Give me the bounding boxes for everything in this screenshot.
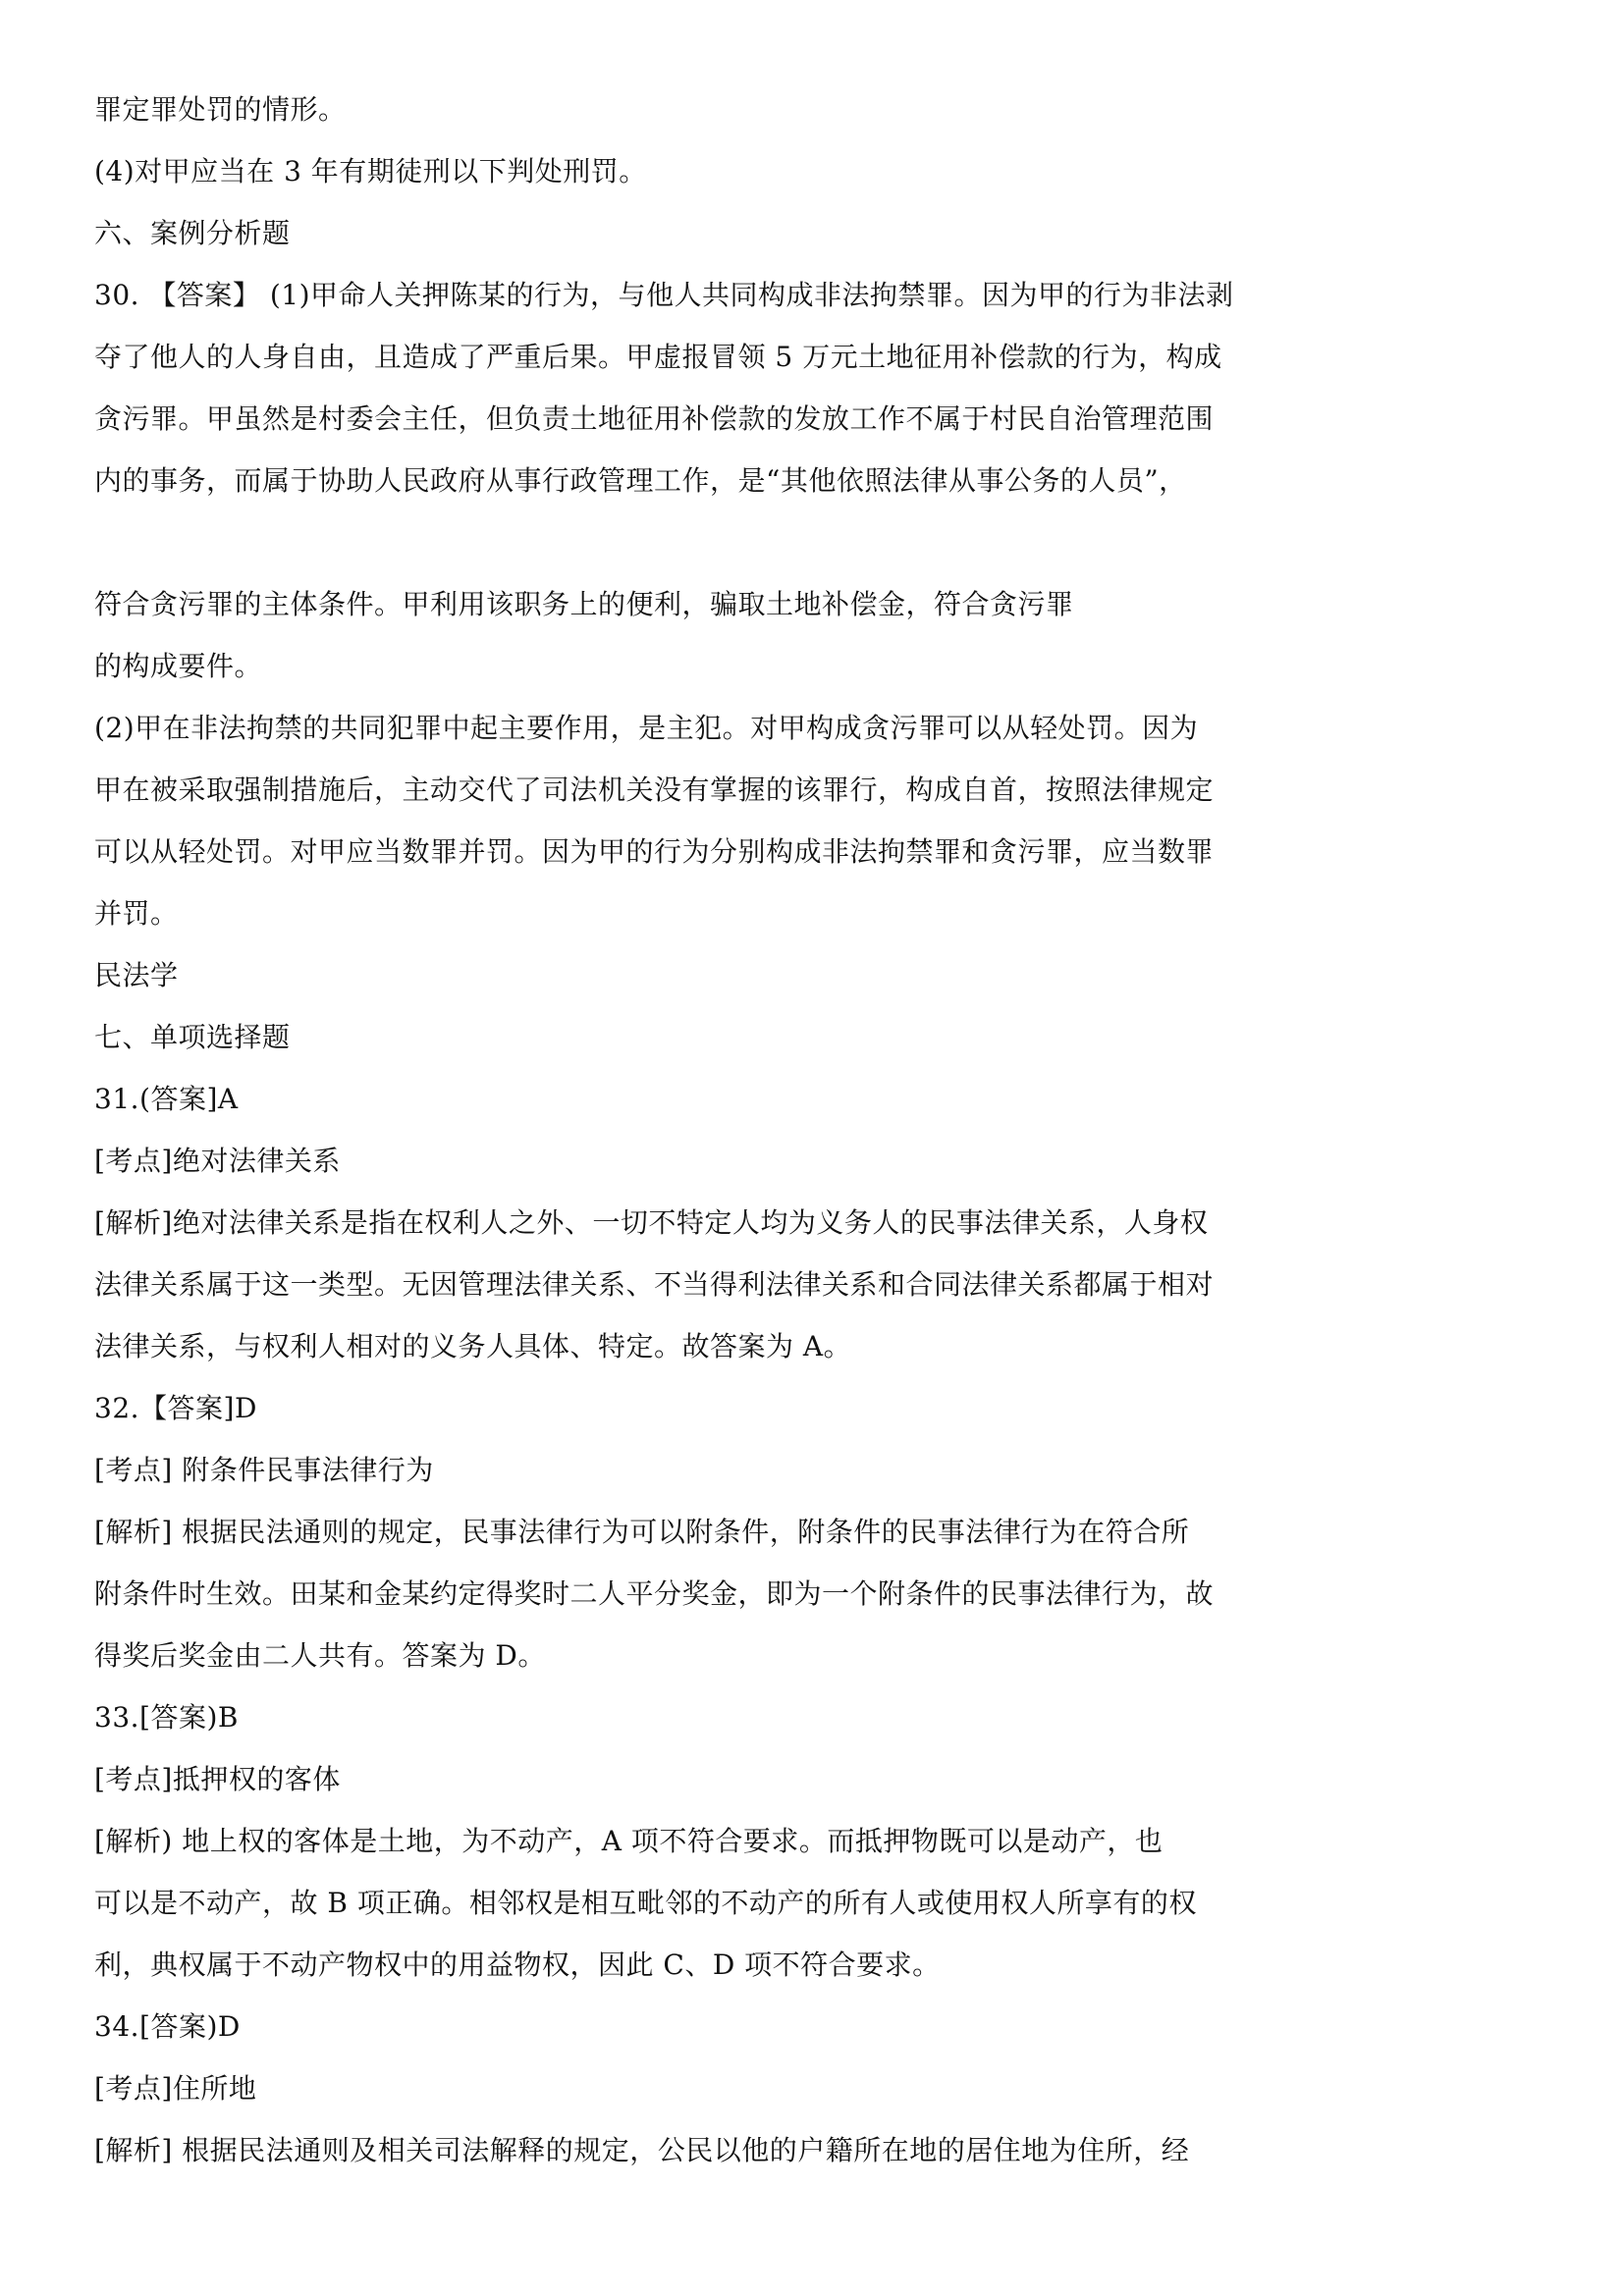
text-line-07: 内的事务，而属于协助人民政府从事行政管理工作，是“其他依照法律从事公务的人员”， bbox=[94, 464, 1187, 497]
analysis-34-line-1: [解析] 根据民法通则及相关司法解释的规定，公民以他的户籍所在地的居住地为住所，经 bbox=[94, 2134, 1190, 2166]
text-line-02: (4)对甲应当在 3 年有期徒刑以下判处刑罚。 bbox=[94, 155, 647, 187]
answer-34: 34.[答案)D bbox=[94, 2010, 241, 2043]
analysis-32-line-2: 附条件时生效。田某和金某约定得奖时二人平分奖金，即为一个附条件的民事法律行为，故 bbox=[94, 1577, 1215, 1610]
section-heading-civil-law: 民法学 bbox=[94, 959, 179, 991]
text-line-06: 贪污罪。甲虽然是村委会主任，但负责土地征用补偿款的发放工作不属于村民自治管理范围 bbox=[94, 402, 1215, 435]
topic-31: [考点]绝对法律关系 bbox=[94, 1145, 341, 1177]
text-line-11: 甲在被采取强制措施后，主动交代了司法机关没有掌握的该罪行，构成自首，按照法律规定 bbox=[94, 774, 1215, 806]
text-line-12: 可以从轻处罚。对甲应当数罪并罚。因为甲的行为分别构成非法拘禁罪和贪污罪，应当数罪 bbox=[94, 835, 1215, 868]
text-line-09: 的构成要件。 bbox=[94, 650, 263, 682]
topic-32: [考点] 附条件民事法律行为 bbox=[94, 1454, 434, 1486]
section-heading-case-analysis: 六、案例分析题 bbox=[94, 217, 291, 249]
topic-33: [考点]抵押权的客体 bbox=[94, 1763, 341, 1795]
text-line-04: 30. 【答案】 (1)甲命人关押陈某的行为，与他人共同构成非法拘禁罪。因为甲的行为非法剥 bbox=[94, 279, 1234, 311]
answer-33: 33.[答案)B bbox=[94, 1701, 239, 1734]
analysis-32-line-3: 得奖后奖金由二人共有。答案为 D。 bbox=[94, 1639, 546, 1672]
analysis-33-line-2: 可以是不动产，故 B 项正确。相邻权是相互毗邻的不动产的所有人或使用权人所享有的权 bbox=[94, 1887, 1197, 1919]
answer-32: 32.【答案]D bbox=[94, 1392, 257, 1424]
text-line-10: (2)甲在非法拘禁的共同犯罪中起主要作用，是主犯。对甲构成贪污罪可以从轻处罚。因为 bbox=[94, 712, 1199, 744]
topic-34: [考点]住所地 bbox=[94, 2072, 257, 2105]
answer-31: 31.(答案]A bbox=[94, 1083, 239, 1115]
analysis-31-line-2: 法律关系属于这一类型。无因管理法律关系、不当得利法律关系和合同法律关系都属于相对 bbox=[94, 1268, 1215, 1301]
text-line-05: 夺了他人的人身自由，且造成了严重后果。甲虚报冒领 5 万元土地征用补偿款的行为，构成 bbox=[94, 341, 1222, 373]
text-line-13: 并罚。 bbox=[94, 897, 179, 930]
text-line-08: 符合贪污罪的主体条件。甲利用该职务上的便利，骗取土地补偿金，符合贪污罪 bbox=[94, 588, 1074, 620]
analysis-33-line-1: [解析) 地上权的客体是土地，为不动产，A 项不符合要求。而抵押物既可以是动产，也 bbox=[94, 1825, 1164, 1857]
text-line-01: 罪定罪处罚的情形。 bbox=[94, 93, 347, 126]
section-heading-single-choice: 七、单项选择题 bbox=[94, 1021, 291, 1053]
analysis-31-line-1: [解析]绝对法律关系是指在权利人之外、一切不特定人均为义务人的民事法律关系，人身权 bbox=[94, 1206, 1209, 1239]
analysis-33-line-3: 利，典权属于不动产物权中的用益物权，因此 C、D 项不符合要求。 bbox=[94, 1949, 941, 1981]
analysis-31-line-3: 法律关系，与权利人相对的义务人具体、特定。故答案为 A。 bbox=[94, 1330, 852, 1362]
analysis-32-line-1: [解析] 根据民法通则的规定，民事法律行为可以附条件，附条件的民事法律行为在符合所 bbox=[94, 1516, 1190, 1548]
